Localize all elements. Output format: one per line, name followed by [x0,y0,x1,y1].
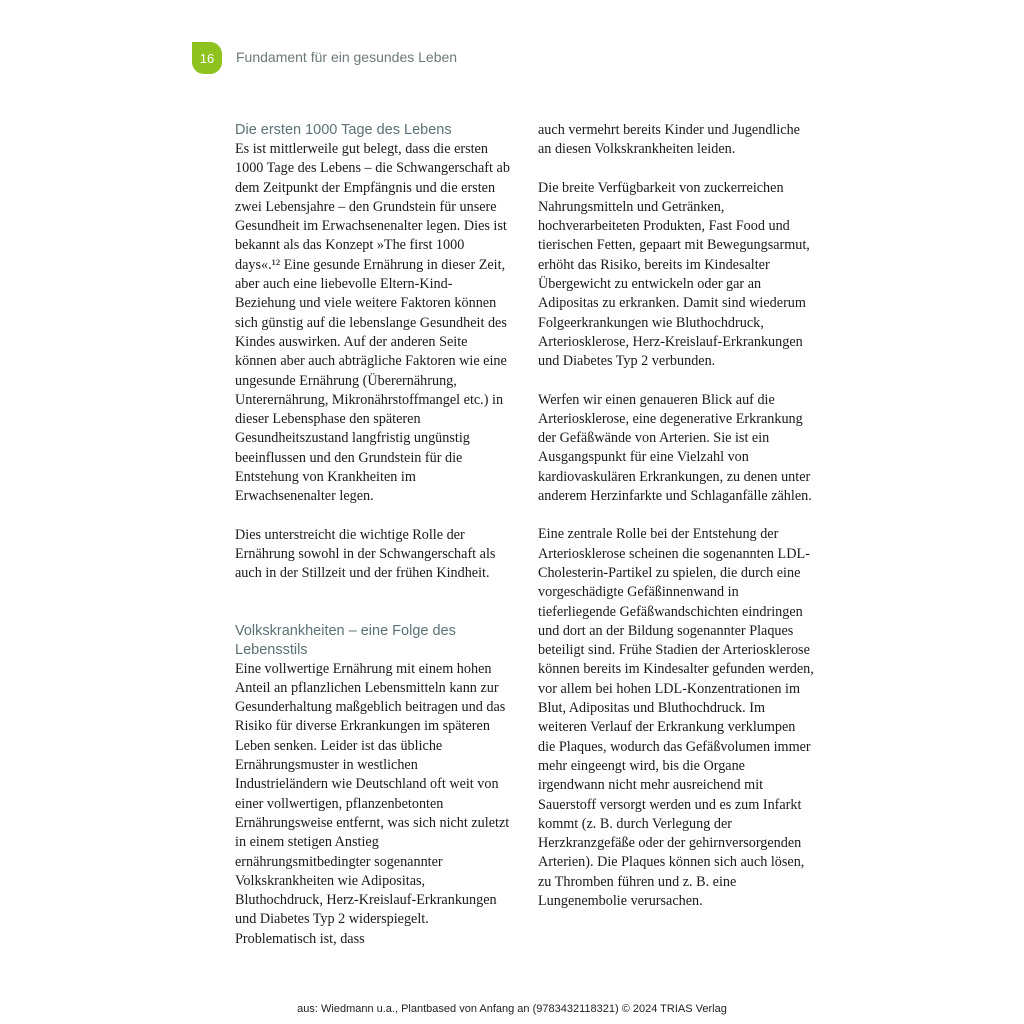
paragraph-children-affected: auch vermehrt bereits Kinder und Jugendliche an diesen Volkskrankheiten leiden. [538,122,800,158]
footer-citation: aus: Wiedmann u.a., Plantbased von Anfang an (9783432118321) © 2024 TRIAS Verlag [297,1003,727,1015]
paragraph-arteriosclerosis: Werfen wir einen genaueren Blick auf die Arteriosklerose, eine degenerative Erkrankung der Gefäßwände von Arterien. Sie ist ein Ausgangspunkt für eine Vielzahl von kardiovaskulären Erkrankungen, zu denen unter anderem Herzinfarkte und Schlaganfälle zählen. [538,391,812,505]
running-head: Fundament für ein gesundes Leben [236,49,458,65]
right-column [538,121,814,911]
page-number: 16 [199,50,215,66]
paragraph-availability-risk: Die breite Verfügbarkeit von zuckerreichen Nahrungsmitteln und Getränken, hochverarbeiteten Produkten, Fast Food und tierischen Fetten, gepaart mit Bewegungsarmut, erhöht das Risiko, bereits im Kindesalter Übergewicht zu entwickeln oder gar an Adipositas zu erkranken. Damit sind wiederum Folgeerkrankungen wie Bluthochdruck, Arteriosklerose, Herz-Kreislauf-Erkrankungen und Diabetes Typ 2 verbunden. [538,179,810,370]
paragraph-role-of-nutrition: Dies unterstreicht die wichtige Rolle der Ernährung sowohl in der Schwangerschaft als auch in der Stillzeit und der frühen Kindheit. [235,526,496,582]
page-number-badge [192,42,222,74]
paragraph-wholesome-nutrition: Eine vollwertige Ernährung mit einem hohen Anteil an pflanzlichen Lebensmitteln kann zur Gesunderhaltung maßgeblich beitragen und das Risiko für diverse Erkrankungen im späteren Leben senken. Leider ist das übliche Ernährungsmuster in westlichen Industrieländern wie Deutschland oft weit von einer vollwertigen, pflanzenbetonten Ernährungsweise entfernt, was sich nicht zuletzt in einem stetigen Anstieg ernährungsmitbedingter sogenannter Volkskrankheiten wie Adipositas, Bluthochdruck, Herz-Kreislauf-Erkrankungen und Diabetes Typ 2 widerspiegelt. Problematisch ist, dass [235,660,510,947]
left-column [235,121,511,949]
paragraph-first-1000-days: Es ist mittlerweile gut belegt, dass die ersten 1000 Tage des Lebens – die Schwangerschaft ab dem Zeitpunkt der Empfängnis und die ersten zwei Lebensjahre – den Grundstein für unsere Gesundheit im Erwachsenenalter legen. Dies ist bekannt als das Konzept »The first 1000 days«.¹² Eine gesunde Ernährung in dieser Zeit, aber auch eine liebevolle Eltern-Kind-Beziehung und viele weitere Faktoren können sich günstig auf die lebenslange Gesundheit des Kindes auswirken. Auf der anderen Seite können aber auch abträgliche Faktoren wie eine ungesunde Ernährung (Überernährung, Unterernährung, Mikronährstoffmangel etc.) in dieser Lebensphase den späteren Gesundheitszustand langfristig ungünstig beeinflussen und den Grundstein für die Entstehung von Krankheiten im Erwachsenenalter legen. [235,141,510,505]
section-heading-lifestyle-diseases: Volkskrankheiten – eine Folge des Lebensstils [235,622,456,658]
section-heading-first-1000-days: Die ersten 1000 Tage des Lebens [235,122,452,138]
paragraph-ldl-cholesterol: Eine zentrale Rolle bei der Entstehung der Arteriosklerose scheinen die sogenannten LDL-Cholesterin-Partikel zu spielen, die durch eine vorgeschädigte Gefäßinnenwand in tieferliegende Gefäßwandschichten eindringen und dort an der Bildung sogenannter Plaques beteiligt sind. Frühe Stadien der Arteriosklerose können bereits im Kindesalter gefunden werden, vor allem bei hohen LDL-Konzentrationen im Blut, Adipositas und Bluthochdruck. Im weiteren Verlauf der Erkrankung verklumpen die Plaques, wodurch das Gefäßvolumen immer mehr eingeengt wird, bis die Organe irgendwann nicht mehr ausreichend mit Sauerstoff versorgt werden und es zum Infarkt kommt (z. B. durch Verlegung der Herzkranzgefäße oder der gehirnversorgenden Arterien). Die Plaques können sich auch lösen, zu Thromben führen und z. B. eine Lungenembolie verursachen. [538,526,814,909]
